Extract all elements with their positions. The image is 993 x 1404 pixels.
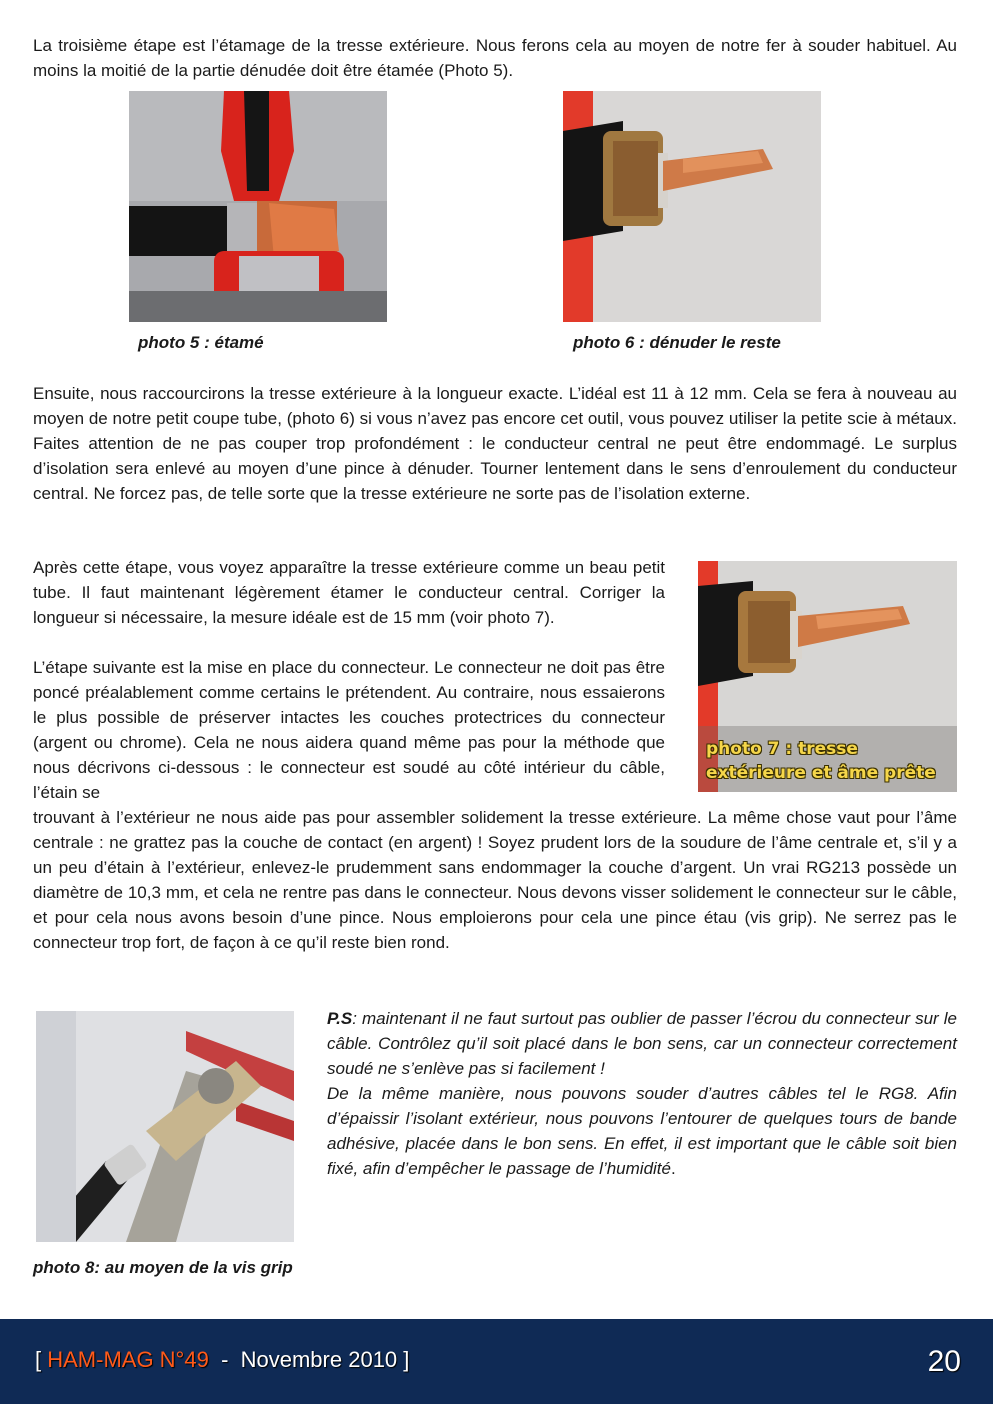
caption-photo-7-line-2: extérieure et âme prête — [706, 763, 936, 783]
footer-bracket-close: ] — [397, 1347, 410, 1372]
ps-text-2: De la même manière, nous pouvons souder d’autres câbles tel le RG8. Afin d’épaissir l’isolant extérieur, nous pouvons l’entourer de quelques tours de bande adhésive, placée dans le bon sens. En effet, il est important que le câble soit bien fixé, afin d’empêcher le passage de l’humidité — [327, 1084, 957, 1178]
page-number: 20 — [927, 1345, 961, 1378]
footer-date: Novembre 2010 — [240, 1347, 398, 1372]
caption-photo-6: photo 6 : dénuder le reste — [573, 333, 781, 352]
paragraph-shorten: Ensuite, nous raccourcirons la tresse extérieure à la longueur exacte. L’idéal est 11 à 12 mm. Cela se fera à nouveau au moyen de notre petit coupe tube, (photo 6) si vous n’avez pas encore cet outil, vous pouvez utiliser la petite scie à métaux. Faites attention de ne pas couper trop profondément : le conducteur central ne peut être endommagé. Le surplus d’isolation sera enlevé au moyen d’une pince à dénuder. Tourner lentement dans le sens d’enroulement du conducteur central. Ne forcez pas, de telle sorte que la tresse extérieure ne sorte pas de l’isolation externe. — [33, 384, 957, 503]
paragraph-next-step: L’étape suivante est la mise en place du connecteur. Le connecteur ne doit pas être poncé préalablement comme certains le prétendent. Au contraire, nous essaierons le plus possible de préserver intactes les couches protectrices du connecteur (argent ou chrome). Cela ne nous aidera quand même pas pour la méthode que nous décrivons ci-dessous : le connecteur est soudé au côté intérieur du câble, l’étain se — [33, 658, 665, 802]
ps-block — [327, 1006, 957, 1181]
ps-text: : maintenant il ne faut surtout pas oublier de passer l’écrou du connecteur sur le câble. Contrôlez qu’il soit placé dans le bon sens, car un connecteur correctement soudé ne s’enlève pas si facilement ! — [327, 1009, 957, 1078]
caption-photo-7-line-1: photo 7 : tresse — [706, 739, 858, 759]
photo-5-image — [129, 91, 387, 322]
footer-bracket-open: [ — [35, 1347, 48, 1372]
footer-magazine-label — [35, 1347, 409, 1373]
page-footer — [0, 1319, 993, 1404]
photo-7-image — [698, 561, 957, 792]
caption-photo-5: photo 5 : étamé — [138, 333, 264, 352]
photo-6-image — [563, 91, 821, 322]
caption-photo-8: photo 8: au moyen de la vis grip — [33, 1258, 293, 1277]
paragraph-continuation: trouvant à l’extérieur ne nous aide pas pour assembler solidement la tresse extérieure. La même chose vaut pour l’âme centrale : ne grattez pas la couche de contact (en argent) ! Soyez prudent lors de la soudure de l’âme centrale et, s’il y a un peu d’étain à l’extérieur, enlevez-le prudemment sans endommager la couche d’argent. Un vrai RG213 possède un diamètre de 10,3 mm, et cela ne rentre pas dans le connecteur. Nous devons visser solidement le connecteur sur le câble, et pour cela nous avons besoin d’une pince. Nous emploierons pour cela une pince étau (vis grip). Ne serrez pas le connecteur trop fort, de façon à ce qu’il reste bien rond. — [33, 808, 957, 952]
paragraph-intro: La troisième étape est l’étamage de la tresse extérieure. Nous ferons cela au moyen de notre fer à souder habituel. Au moins la moitié de la partie dénudée doit être étamée (Photo 5). — [33, 36, 957, 80]
photo-8-image — [36, 1011, 294, 1242]
paragraph-after-step: Après cette étape, vous voyez apparaître la tresse extérieure comme un beau petit tube. Il faut maintenant légèrement étamer le conducteur central. Corriger la longueur si nécessaire, la mesure idéale est de 15 mm (voir photo 7). — [33, 558, 665, 627]
ps-paragraph-1 — [327, 1006, 957, 1081]
ps-end: . — [670, 1159, 676, 1178]
footer-magazine-name: HAM-MAG N°49 — [47, 1347, 209, 1372]
caption-photo-7 — [706, 737, 936, 785]
ps-label: P.S — [327, 1009, 353, 1028]
footer-separator: - — [208, 1347, 241, 1372]
ps-paragraph-2 — [327, 1081, 957, 1181]
